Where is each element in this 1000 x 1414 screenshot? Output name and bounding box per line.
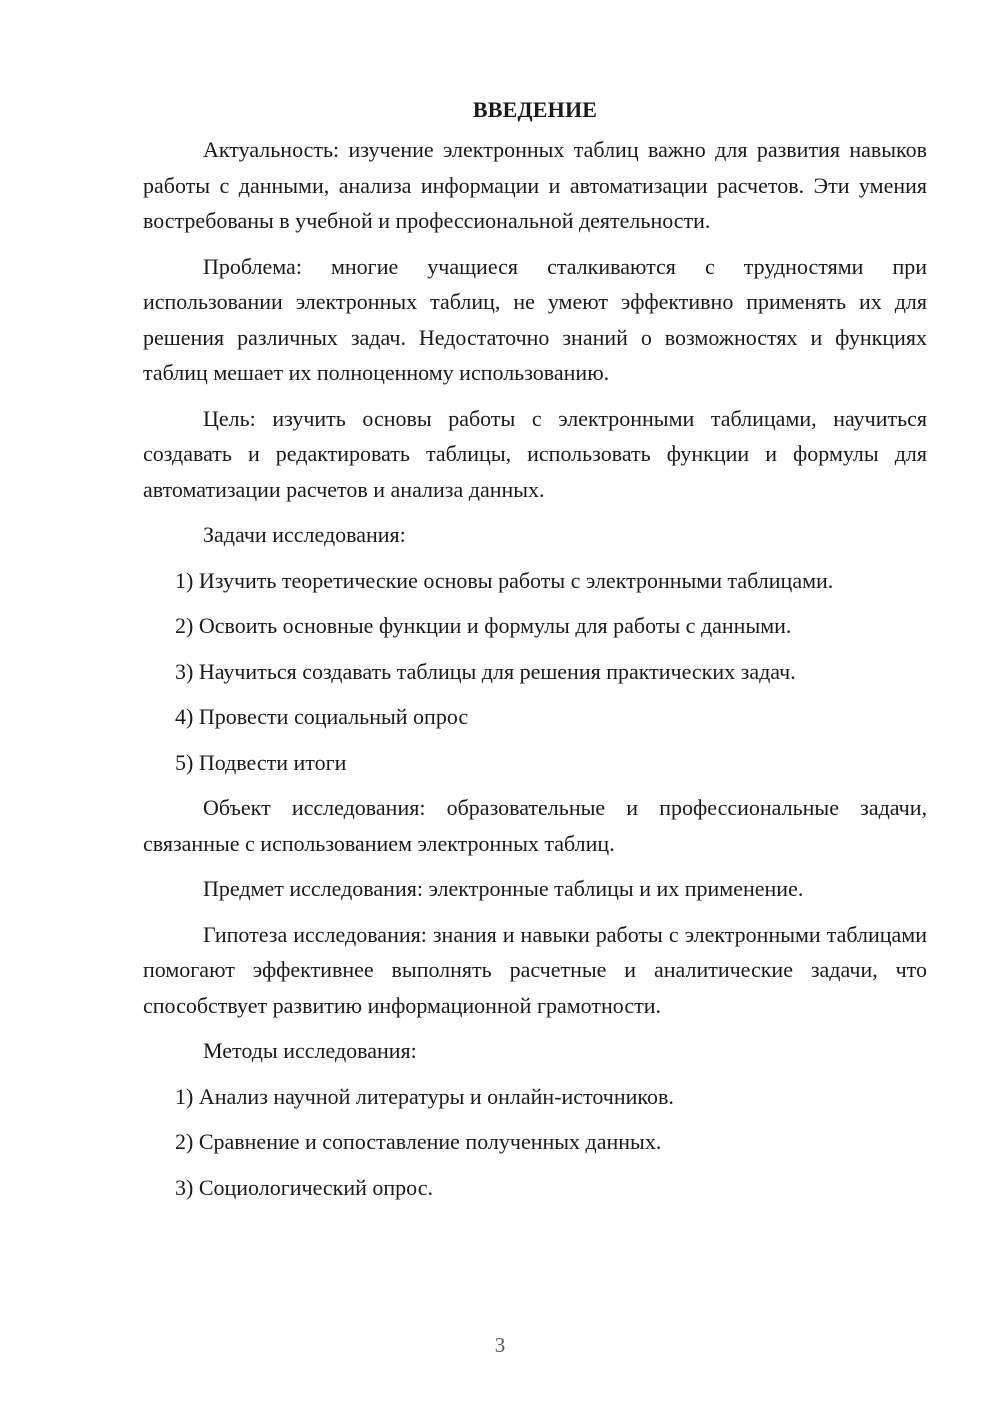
methods-heading: Методы исследования: bbox=[203, 1038, 417, 1063]
method-item: 2) Сравнение и сопоставление полученных данных. bbox=[175, 1129, 662, 1154]
page-content bbox=[143, 92, 927, 1215]
problem-paragraph: Проблема: многие учащиеся сталкиваются с трудностями при использовании электронных таблиц, не умеют эффективно применять их для решения различных задач. Недостаточно знаний о возможностях и функциях таблиц мешает их полноценному использованию. bbox=[143, 253, 927, 385]
object-paragraph: Объект исследования: образовательные и профессиональные задачи, связанные с использованием электронных таблиц. bbox=[143, 795, 927, 856]
subject-paragraph: Предмет исследования: электронные таблицы и их применение. bbox=[203, 876, 804, 901]
hypothesis-paragraph: Гипотеза исследования: знания и навыки работы с электронными таблицами помогают эффективнее выполнять расчетные и аналитические задачи, что способствует развитию информационной грамотности. bbox=[143, 921, 927, 1018]
task-item: 5) Подвести итоги bbox=[175, 749, 347, 775]
method-item: 3) Социологический опрос. bbox=[175, 1174, 433, 1200]
method-item: 1) Анализ научной литературы и онлайн-источников. bbox=[175, 1083, 674, 1109]
task-item: 2) Освоить основные функции и формулы для работы с данными. bbox=[175, 613, 792, 638]
task-item: 3) Научиться создавать таблицы для решения практических задач. bbox=[175, 658, 796, 684]
tasks-heading: Задачи исследования: bbox=[203, 522, 406, 547]
task-item: 1) Изучить теоретические основы работы с электронными таблицами. bbox=[175, 567, 834, 593]
goal-paragraph: Цель: изучить основы работы с электронными таблицами, научиться создавать и редактировать таблицы, использовать функции и формулы для автоматизации расчетов и анализа данных. bbox=[143, 405, 927, 502]
relevance-paragraph: Актуальность: изучение электронных таблиц важно для развития навыков работы с данными, анализа информации и автоматизации расчетов. Эти умения востребованы в учебной и профессиональной деятельности. bbox=[143, 137, 927, 233]
page-number: 3 bbox=[494, 1333, 506, 1357]
task-item: 4) Провести социальный опрос bbox=[175, 704, 469, 729]
section-title: ВВЕДЕНИЕ bbox=[472, 97, 598, 122]
